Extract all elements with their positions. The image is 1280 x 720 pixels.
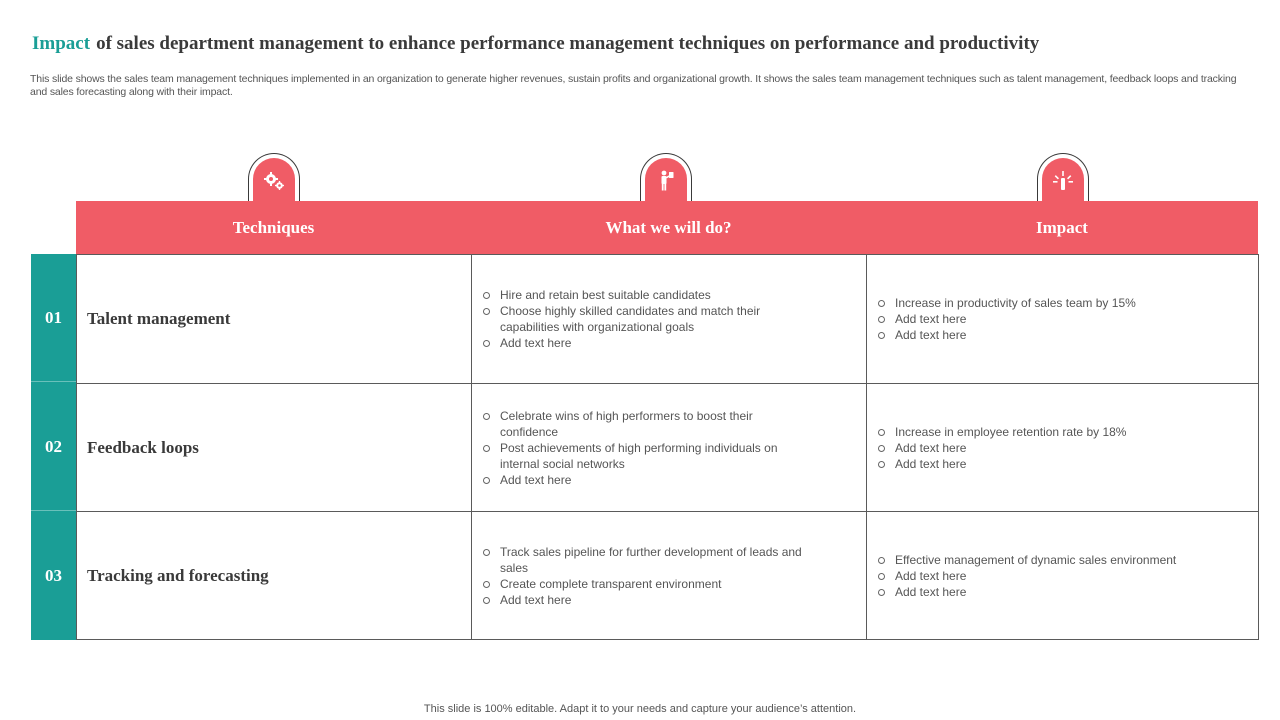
- list-item: Add text here: [482, 592, 802, 608]
- table-header: [76, 201, 1258, 254]
- slide-description: This slide shows the sales team management techniques implemented in an organization to generate higher revenues, sustain profits and organizational growth. It shows the sales team management techniques such as talent management, feedback loops and tracking and sales forecasting along with their impact.: [30, 73, 1237, 98]
- impact-cell: [867, 384, 1258, 511]
- impact-list: [877, 424, 1237, 472]
- idea-burst-icon: [1051, 169, 1075, 193]
- technique-cell: [77, 512, 472, 639]
- what-we-will-do-tab: [640, 153, 692, 203]
- list-item: Post achievements of high performing individuals on internal social networks: [482, 440, 802, 472]
- list-item: Choose highly skilled candidates and match their capabilities with organizational goals: [482, 303, 802, 335]
- list-item: Increase in productivity of sales team by 15%: [877, 295, 1237, 311]
- impact-list: [877, 552, 1237, 600]
- impact-tab: [1037, 153, 1089, 203]
- list-item: Add text here: [877, 311, 1237, 327]
- list-item: Add text here: [482, 472, 802, 488]
- gears-icon: [262, 169, 286, 193]
- actions-list: [482, 287, 802, 351]
- list-item: Effective management of dynamic sales environment: [877, 552, 1237, 568]
- title-accent: Impact: [32, 33, 91, 54]
- list-item: Hire and retain best suitable candidates: [482, 287, 802, 303]
- list-item: Add text here: [877, 456, 1237, 472]
- table-row: [77, 255, 1258, 383]
- row-number: 02: [31, 383, 76, 511]
- row-number-column: [31, 254, 76, 640]
- row-number: 03: [45, 566, 62, 585]
- technique-label: Talent management: [87, 309, 231, 328]
- impact-cell: [867, 512, 1258, 639]
- list-item: Create complete transparent environment: [482, 576, 802, 592]
- impact-cell: [867, 255, 1258, 383]
- header-what-we-will-do: What we will do?: [605, 217, 732, 237]
- header-techniques: Techniques: [232, 217, 315, 237]
- list-item: Add text here: [877, 584, 1237, 600]
- actions-list: [482, 408, 802, 488]
- actions-list: [482, 544, 802, 608]
- list-item: Track sales pipeline for further development of leads and sales: [482, 544, 802, 576]
- page-title: [32, 33, 1262, 55]
- list-item: Add text here: [877, 440, 1237, 456]
- techniques-tab: [248, 153, 300, 203]
- header-impact: Impact: [1036, 217, 1088, 237]
- actions-cell: [472, 384, 867, 511]
- list-item: Celebrate wins of high performers to boost their confidence: [482, 408, 802, 440]
- footer-note: This slide is 100% editable. Adapt it to your needs and capture your audience’s attention.: [423, 703, 857, 715]
- list-item: Add text here: [482, 335, 802, 351]
- technique-cell: [77, 255, 472, 383]
- actions-cell: [472, 255, 867, 383]
- table-row: [77, 511, 1258, 639]
- impact-list: [877, 295, 1237, 343]
- presenter-icon: [654, 169, 678, 193]
- list-item: Add text here: [877, 327, 1237, 343]
- actions-cell: [472, 512, 867, 639]
- technique-label: Tracking and forecasting: [87, 565, 269, 585]
- table-row: [77, 383, 1258, 511]
- list-item: Add text here: [877, 568, 1237, 584]
- technique-cell: [77, 384, 472, 511]
- row-number: 01: [31, 254, 76, 382]
- technique-label: Feedback loops: [87, 437, 199, 457]
- techniques-table: [76, 254, 1259, 640]
- title-text: of sales department management to enhance performance management techniques on performance and productivity: [96, 33, 1040, 54]
- list-item: Increase in employee retention rate by 18%: [877, 424, 1237, 440]
